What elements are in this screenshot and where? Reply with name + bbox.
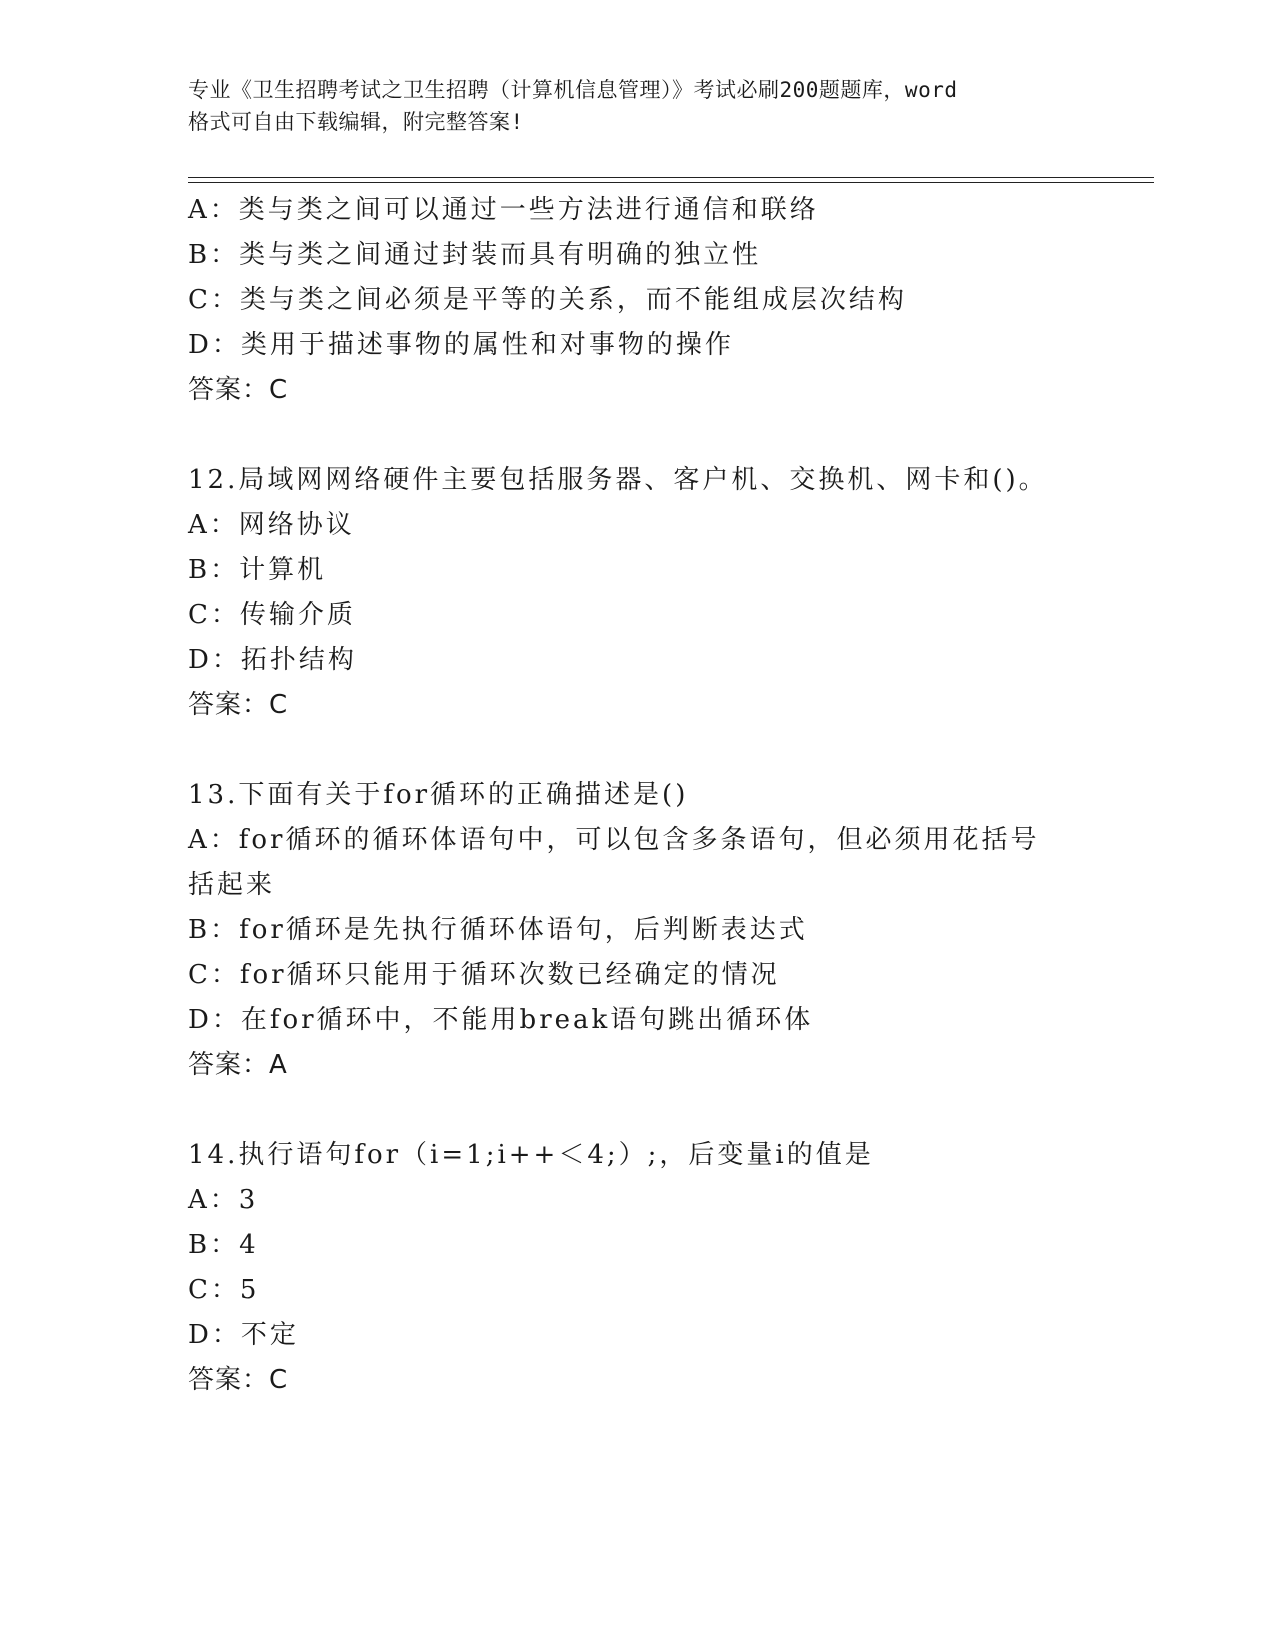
option-b: B：for循环是先执行循环体语句，后判断表达式: [188, 915, 808, 945]
option-c: C：传输介质: [188, 600, 356, 630]
question-stem: 13.下面有关于for循环的正确描述是(): [188, 780, 689, 810]
option-b: B：计算机: [188, 555, 327, 585]
question-12: [188, 458, 1088, 728]
option-d: D：类用于描述事物的属性和对事物的操作: [188, 330, 734, 360]
question-stem: 12.局域网网络硬件主要包括服务器、客户机、交换机、网卡和()。: [188, 465, 1048, 495]
header-divider-top: [188, 177, 1154, 178]
option-b: B：4: [188, 1230, 259, 1260]
answer: 答案：A: [188, 1050, 288, 1080]
answer: 答案：C: [188, 1365, 289, 1395]
option-a: A：for循环的循环体语句中，可以包含多条语句，但必须用花括号括起来: [188, 825, 1040, 900]
option-c: C：5: [188, 1275, 260, 1305]
option-a: A：3: [188, 1185, 259, 1215]
option-d: D：拓扑结构: [188, 645, 357, 675]
question-13: [188, 773, 1088, 1088]
option-d: D：在for循环中，不能用break语句跳出循环体: [188, 1005, 814, 1035]
option-c: C：for循环只能用于循环次数已经确定的情况: [188, 960, 780, 990]
question-11: [188, 188, 1088, 413]
answer: 答案：C: [188, 375, 289, 405]
option-b: B：类与类之间通过封装而具有明确的独立性: [188, 240, 762, 270]
spacer: [188, 413, 1088, 458]
document-header: [188, 74, 1088, 138]
spacer: [188, 1088, 1088, 1133]
question-14: [188, 1133, 1088, 1403]
option-d: D：不定: [188, 1320, 299, 1350]
question-list: [188, 188, 1088, 1403]
question-stem: 14.执行语句for（i=1;i++＜4;）;，后变量i的值是: [188, 1140, 874, 1170]
header-divider-bottom: [188, 182, 1154, 183]
option-a: A：网络协议: [188, 510, 355, 540]
option-a: A：类与类之间可以通过一些方法进行通信和联络: [188, 195, 819, 225]
option-c: C：类与类之间必须是平等的关系，而不能组成层次结构: [188, 285, 907, 315]
header-line-1: 专业《卫生招聘考试之卫生招聘（计算机信息管理）》考试必刷200题题库，word: [188, 78, 958, 102]
answer: 答案：C: [188, 690, 289, 720]
header-line-2: 格式可自由下载编辑，附完整答案!: [188, 110, 524, 134]
spacer: [188, 728, 1088, 773]
